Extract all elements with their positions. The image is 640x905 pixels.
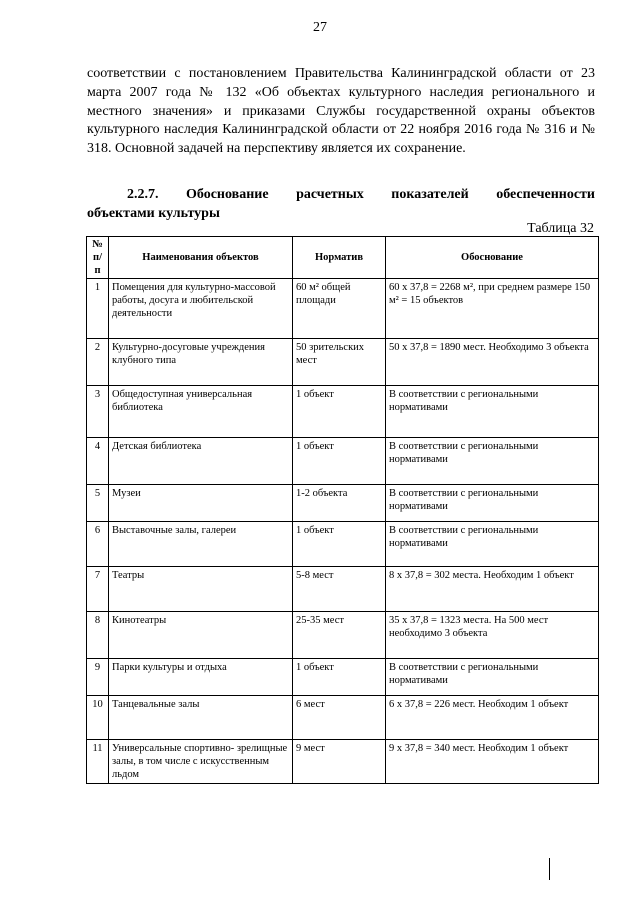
- header-norm: Норматив: [293, 237, 386, 279]
- row-name: Помещения для культурно-массовой работы, досуга и любительской деятельности: [109, 279, 293, 339]
- header-basis: Обоснование: [386, 237, 599, 279]
- row-num: 9: [87, 659, 109, 696]
- table-row: [87, 740, 599, 784]
- row-name: Театры: [109, 567, 293, 612]
- table-row: [87, 567, 599, 612]
- section-heading-line2: объектами культуры: [87, 205, 220, 221]
- row-norm: 6 мест: [293, 696, 386, 740]
- row-norm: 1 объект: [293, 438, 386, 485]
- row-norm: 1 объект: [293, 386, 386, 438]
- row-basis: 8 х 37,8 = 302 места. Необходим 1 объект: [386, 567, 599, 612]
- row-basis: 9 х 37,8 = 340 мест. Необходим 1 объект: [386, 740, 599, 784]
- row-basis: 35 х 37,8 = 1323 места. На 500 мест необходимо 3 объекта: [386, 612, 599, 659]
- row-num: 10: [87, 696, 109, 740]
- row-num: 8: [87, 612, 109, 659]
- table-caption: Таблица 32: [527, 221, 594, 236]
- row-basis: 60 х 37,8 = 2268 м², при среднем размере 150 м² = 15 объектов: [386, 279, 599, 339]
- row-num: 5: [87, 485, 109, 522]
- row-basis: В соответствии с региональными нормативами: [386, 485, 599, 522]
- table-row: [87, 339, 599, 386]
- row-name: Кинотеатры: [109, 612, 293, 659]
- table-row: [87, 438, 599, 485]
- row-num: 2: [87, 339, 109, 386]
- standards-table: [86, 236, 599, 784]
- row-num: 4: [87, 438, 109, 485]
- row-name: Парки культуры и отдыха: [109, 659, 293, 696]
- section-number: 2.2.7.: [127, 187, 159, 202]
- row-basis: В соответствии с региональными нормативами: [386, 659, 599, 696]
- section-heading: [87, 186, 595, 223]
- table-row: [87, 522, 599, 567]
- section-word-4: обеспеченности: [496, 187, 595, 202]
- header-num: № п/п: [87, 237, 109, 279]
- row-name: Выставочные залы, галереи: [109, 522, 293, 567]
- page-number: 27: [313, 20, 327, 35]
- row-basis: В соответствии с региональными нормативами: [386, 386, 599, 438]
- row-basis: В соответствии с региональными нормативами: [386, 438, 599, 485]
- table-row: [87, 612, 599, 659]
- margin-line-mark: [549, 858, 550, 880]
- row-norm: 9 мест: [293, 740, 386, 784]
- table-row: [87, 485, 599, 522]
- section-heading-line1: [87, 186, 595, 205]
- body-paragraph: соответствии с постановлением Правительства Калининградской области от 23 марта 2007 года № 132 «Об объектах культурного наследия регионального и местного значения» и приказами Службы государственной охраны объектов культурного наследия Калининградской области от 22 ноября 2016 года № 316 и № 318. Основной задачей на перспективу является их сохранение.: [87, 66, 595, 157]
- row-norm: 1 объект: [293, 659, 386, 696]
- row-norm: 5-8 мест: [293, 567, 386, 612]
- section-word-2: расчетных: [296, 187, 364, 202]
- section-word-1: Обоснование: [186, 187, 269, 202]
- section-word-3: показателей: [391, 187, 469, 202]
- row-basis: В соответствии с региональными нормативами: [386, 522, 599, 567]
- table-row: [87, 696, 599, 740]
- table-header-row: [87, 237, 599, 279]
- row-name: Музеи: [109, 485, 293, 522]
- row-num: 6: [87, 522, 109, 567]
- header-name: Наименования объектов: [109, 237, 293, 279]
- row-num: 3: [87, 386, 109, 438]
- row-norm: 1 объект: [293, 522, 386, 567]
- row-name: Культурно-досуговые учреждения клубного типа: [109, 339, 293, 386]
- table-row: [87, 386, 599, 438]
- row-name: Универсальные спортивно- зрелищные залы, в том числе с искусственным льдом: [109, 740, 293, 784]
- row-norm: 25-35 мест: [293, 612, 386, 659]
- row-num: 11: [87, 740, 109, 784]
- row-norm: 50 зрительских мест: [293, 339, 386, 386]
- row-name: Детская библиотека: [109, 438, 293, 485]
- table-row: [87, 279, 599, 339]
- row-num: 1: [87, 279, 109, 339]
- table-row: [87, 659, 599, 696]
- row-basis: 50 х 37,8 = 1890 мест. Необходимо 3 объекта: [386, 339, 599, 386]
- row-name: Общедоступная универсальная библиотека: [109, 386, 293, 438]
- row-norm: 1-2 объекта: [293, 485, 386, 522]
- row-basis: 6 х 37,8 = 226 мест. Необходим 1 объект: [386, 696, 599, 740]
- row-norm: 60 м² общей площади: [293, 279, 386, 339]
- row-num: 7: [87, 567, 109, 612]
- row-name: Танцевальные залы: [109, 696, 293, 740]
